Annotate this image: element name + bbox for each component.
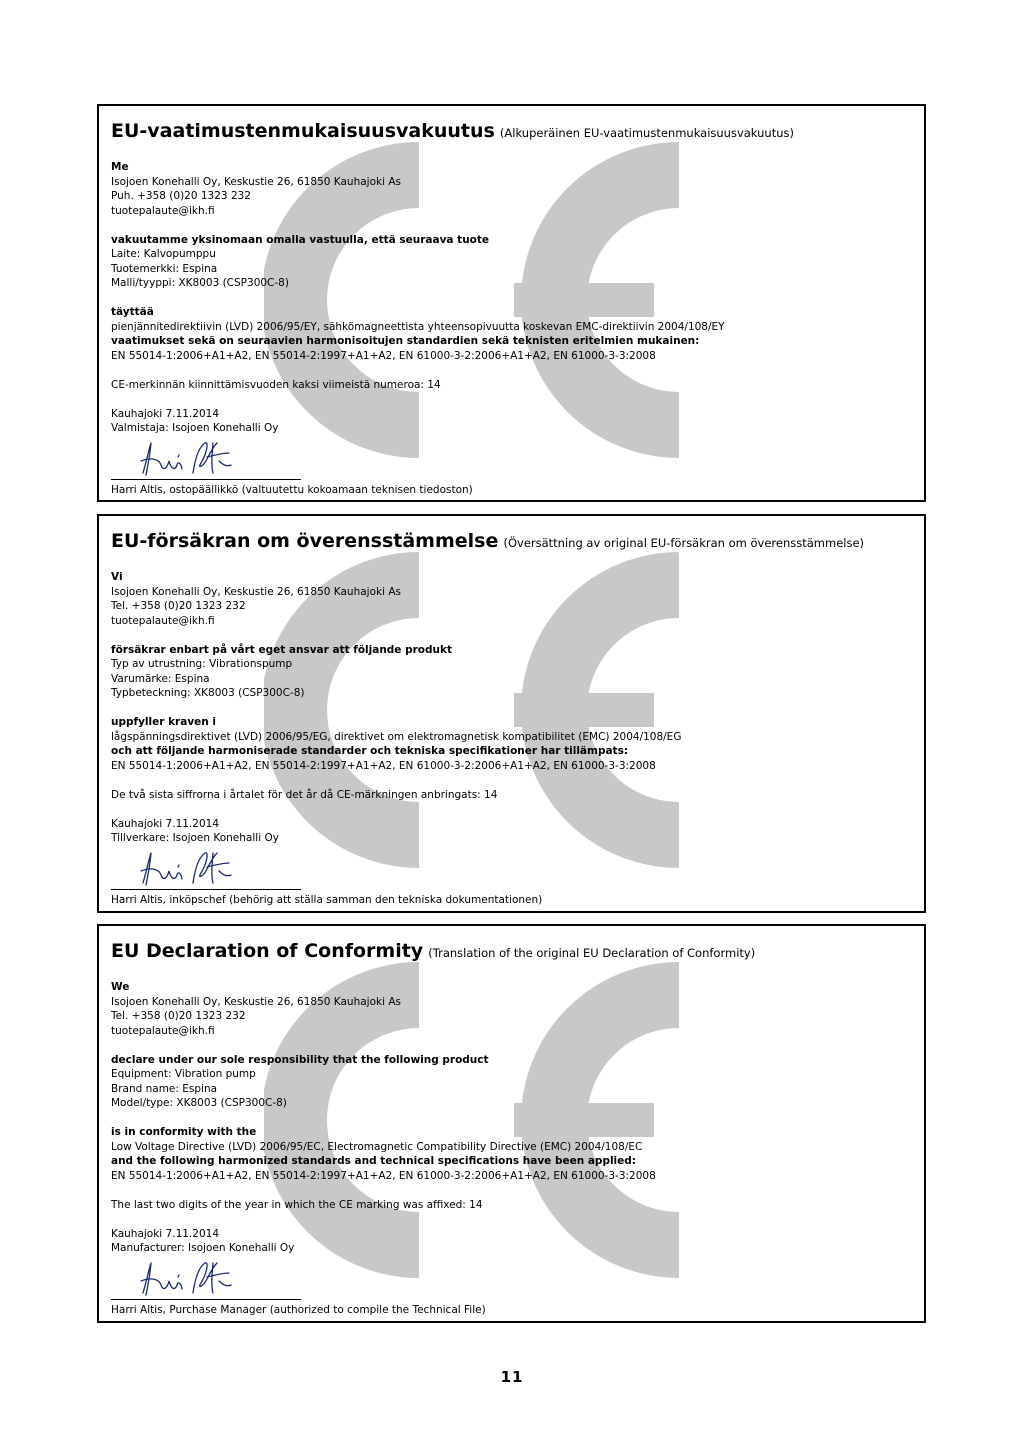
equipment-line: Laite: Kalvopumppu [111,248,216,260]
conformity-heading: uppfyller kraven i [111,716,217,728]
email-address: tuotepalaute@ikh.fi [111,204,215,217]
declaration-subtitle: (Alkuperäinen EU-vaatimustenmukaisuusvakuutus) [499,126,794,140]
standards-heading: and the following harmonized standards and technical specifications have been applied: [111,1155,636,1167]
manufacturer-line: Valmistaja: Isojoen Konehalli Oy [111,422,279,434]
signature-line [111,437,301,480]
email-address: tuotepalaute@ikh.fi [111,1024,215,1037]
declaration-title: EU-försäkran om överensstämmelse [111,530,499,552]
ce-year-line: The last two digits of the year in which the CE marking was affixed: 14 [111,1198,483,1211]
signature-icon [137,1259,233,1297]
we-label: Me [111,161,129,173]
equipment-line: Typ av utrustning: Vibrationspump [111,658,293,670]
we-label: We [111,981,130,993]
directives-line: Low Voltage Directive (LVD) 2006/95/EC, Electromagnetic Compatibility Directive (EMC) 2004/108/EC [111,1140,643,1153]
phone-number: Tel. +358 (0)20 1323 232 [111,1010,246,1022]
place-date: Kauhajoki 7.11.2014 [111,817,219,830]
company-address: Isojoen Konehalli Oy, Keskustie 26, 61850 Kauhajoki As [111,585,402,598]
place-date: Kauhajoki 7.11.2014 [111,1227,219,1240]
signer-name: Harri Altis, Purchase Manager (authorized to compile the Technical File) [111,1303,486,1316]
model-line: Typbeteckning: XK8003 (CSP300C-8) [111,687,305,699]
declaration-subtitle: (Translation of the original EU Declaration of Conformity) [428,946,756,960]
email-address: tuotepalaute@ikh.fi [111,614,215,627]
company-address: Isojoen Konehalli Oy, Keskustie 26, 61850 Kauhajoki As [111,995,402,1008]
declare-heading: försäkrar enbart på vårt eget ansvar att följande produkt [111,643,452,656]
brand-line: Varumärke: Espina [111,672,210,685]
signer-name: Harri Altis, inköpschef (behörig att ställa samman den tekniska dokumentationen) [111,893,543,906]
model-line: Model/type: XK8003 (CSP300C-8) [111,1097,287,1109]
phone-number: Tel. +358 (0)20 1323 232 [111,600,246,612]
phone-number: Puh. +358 (0)20 1323 232 [111,190,251,202]
equipment-line: Equipment: Vibration pump [111,1068,256,1080]
directives-line: lågspänningsdirektivet (LVD) 2006/95/EG, direktivet om elektromagnetisk kompatibilitet (EMC) 2004/108/EG [111,730,682,743]
directives-line: pienjännitedirektiivin (LVD) 2006/95/EY, sähkömagneettista yhteensopivuutta koskevan EMC-direktiivin 2004/108/EY [111,320,725,333]
standards-heading: vaatimukset sekä on seuraavien harmonisoitujen standardien sekä teknisten eritelmien mukainen: [111,335,700,347]
page-number: 11 [500,1368,524,1386]
declaration-title: EU Declaration of Conformity [111,940,424,962]
declaration-subtitle: (Översättning av original EU-försäkran om överensstämmelse) [503,536,865,550]
standards-line: EN 55014-1:2006+A1+A2, EN 55014-2:1997+A1+A2, EN 61000-3-2:2006+A1+A2, EN 61000-3-3:2008 [111,759,656,772]
standards-line: EN 55014-1:2006+A1+A2, EN 55014-2:1997+A1+A2, EN 61000-3-2:2006+A1+A2, EN 61000-3-3:2008 [111,1169,656,1182]
signature-line [111,1257,301,1300]
declaration-heading [111,528,924,556]
we-label: Vi [111,571,123,583]
declaration-title: EU-vaatimustenmukaisuusvakuutus [111,120,495,142]
declaration-heading [111,938,924,966]
brand-line: Tuotemerkki: Espina [111,262,218,275]
signature-line [111,847,301,890]
manufacturer-line: Tillverkare: Isojoen Konehalli Oy [111,832,279,844]
model-line: Malli/tyyppi: XK8003 (CSP300C-8) [111,277,289,289]
declare-heading: vakuutamme yksinomaan omalla vastuulla, että seuraava tuote [111,233,490,246]
conformity-heading: is in conformity with the [111,1126,257,1138]
declaration-swedish [97,514,926,913]
declaration-heading [111,118,924,146]
declaration-finnish [97,104,926,502]
declaration-english [97,924,926,1323]
signer-name: Harri Altis, ostopäällikkö (valtuutettu kokoamaan teknisen tiedoston) [111,483,473,496]
declare-heading: declare under our sole responsibility that the following product [111,1053,489,1066]
brand-line: Brand name: Espina [111,1082,218,1095]
ce-year-line: CE-merkinnän kiinnittämisvuoden kaksi viimeistä numeroa: 14 [111,378,441,391]
conformity-heading: täyttää [111,306,154,318]
company-address: Isojoen Konehalli Oy, Keskustie 26, 61850 Kauhajoki As [111,175,402,188]
signature-icon [137,849,233,887]
standards-line: EN 55014-1:2006+A1+A2, EN 55014-2:1997+A1+A2, EN 61000-3-2:2006+A1+A2, EN 61000-3-3:2008 [111,349,656,362]
standards-heading: och att följande harmoniserade standarder och tekniska specifikationer har tillämpats: [111,745,629,757]
signature-icon [137,439,233,477]
place-date: Kauhajoki 7.11.2014 [111,407,219,420]
manufacturer-line: Manufacturer: Isojoen Konehalli Oy [111,1242,295,1254]
ce-year-line: De två sista siffrorna i årtalet för det år då CE-märkningen anbringats: 14 [111,788,498,801]
